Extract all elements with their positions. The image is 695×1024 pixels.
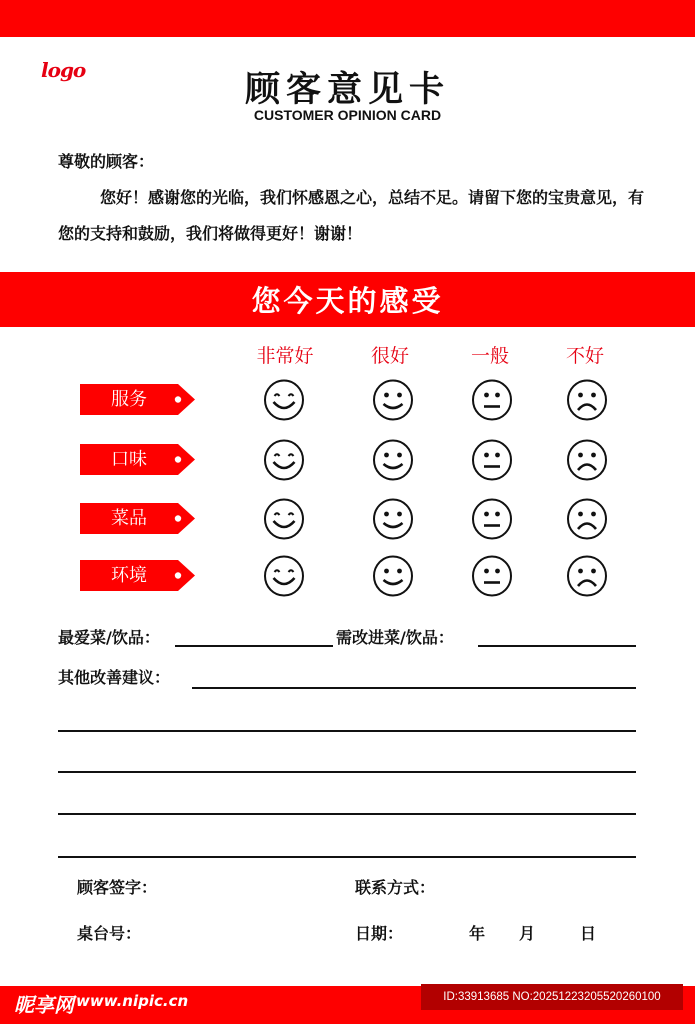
big-smile-face-icon[interactable] — [263, 555, 305, 597]
neutral-face-icon[interactable] — [471, 555, 513, 597]
customer-signature-label: 顾客签字： — [77, 878, 158, 897]
smile-face-icon[interactable] — [372, 379, 414, 421]
row-label-dishes: 菜品 — [80, 503, 195, 534]
other-suggestions-label: 其他改善建议： — [58, 668, 171, 687]
top-red-bar — [0, 0, 695, 37]
sad-face-icon[interactable] — [566, 498, 608, 540]
favorite-dish-field[interactable] — [175, 645, 333, 647]
page-title: 顾客意见卡 — [244, 70, 450, 110]
contact-label: 联系方式： — [355, 878, 436, 897]
section-title: 您今天的感受 — [251, 284, 444, 318]
other-suggestions-field[interactable] — [192, 687, 636, 689]
year-label: 年 — [469, 924, 486, 943]
column-header-average: 一般 — [470, 345, 509, 367]
sad-face-icon[interactable] — [566, 379, 608, 421]
row-label-taste: 口味 — [80, 444, 195, 475]
suggestion-line-3[interactable] — [58, 771, 636, 773]
neutral-face-icon[interactable] — [471, 439, 513, 481]
logo: logo — [41, 58, 86, 82]
day-label: 日 — [580, 924, 597, 943]
section-banner — [0, 272, 695, 327]
sad-face-icon[interactable] — [566, 439, 608, 481]
sad-face-icon[interactable] — [566, 555, 608, 597]
table-number-label: 桌台号： — [77, 924, 142, 943]
big-smile-face-icon[interactable] — [263, 439, 305, 481]
neutral-face-icon[interactable] — [471, 498, 513, 540]
suggestion-line-4[interactable] — [58, 813, 636, 815]
suggestion-line-5[interactable] — [58, 856, 636, 858]
row-label-environment: 环境 — [80, 560, 195, 591]
column-header-good: 很好 — [370, 345, 409, 367]
footer-url[interactable]: www.nipic.cn — [76, 992, 189, 1010]
greeting: 尊敬的顾客： — [58, 152, 155, 171]
month-label: 月 — [519, 924, 536, 943]
neutral-face-icon[interactable] — [471, 379, 513, 421]
smile-face-icon[interactable] — [372, 439, 414, 481]
suggestion-line-2[interactable] — [58, 730, 636, 732]
page-subtitle: CUSTOMER OPINION CARD — [253, 107, 442, 123]
smile-face-icon[interactable] — [372, 555, 414, 597]
row-label-service: 服务 — [80, 384, 195, 415]
favorite-dish-label: 最爱菜/饮品： — [58, 628, 160, 647]
footer-brand: 昵享网 — [14, 993, 74, 1017]
improve-dish-label: 需改进菜/饮品： — [336, 628, 454, 647]
column-header-excellent: 非常好 — [256, 345, 314, 367]
column-header-poor: 不好 — [565, 345, 604, 367]
improve-dish-field[interactable] — [478, 645, 636, 647]
date-label: 日期： — [355, 924, 404, 943]
intro-paragraph: 您好！感谢您的光临，我们怀感恩之心，总结不足。请留下您的宝贵意见，有您的支持和鼓励，我们将做得更好！谢谢！ — [58, 188, 645, 243]
big-smile-face-icon[interactable] — [263, 498, 305, 540]
big-smile-face-icon[interactable] — [263, 379, 305, 421]
smile-face-icon[interactable] — [372, 498, 414, 540]
footer-id-badge: ID:33913685 NO:20251223205520260100 — [421, 984, 683, 1010]
